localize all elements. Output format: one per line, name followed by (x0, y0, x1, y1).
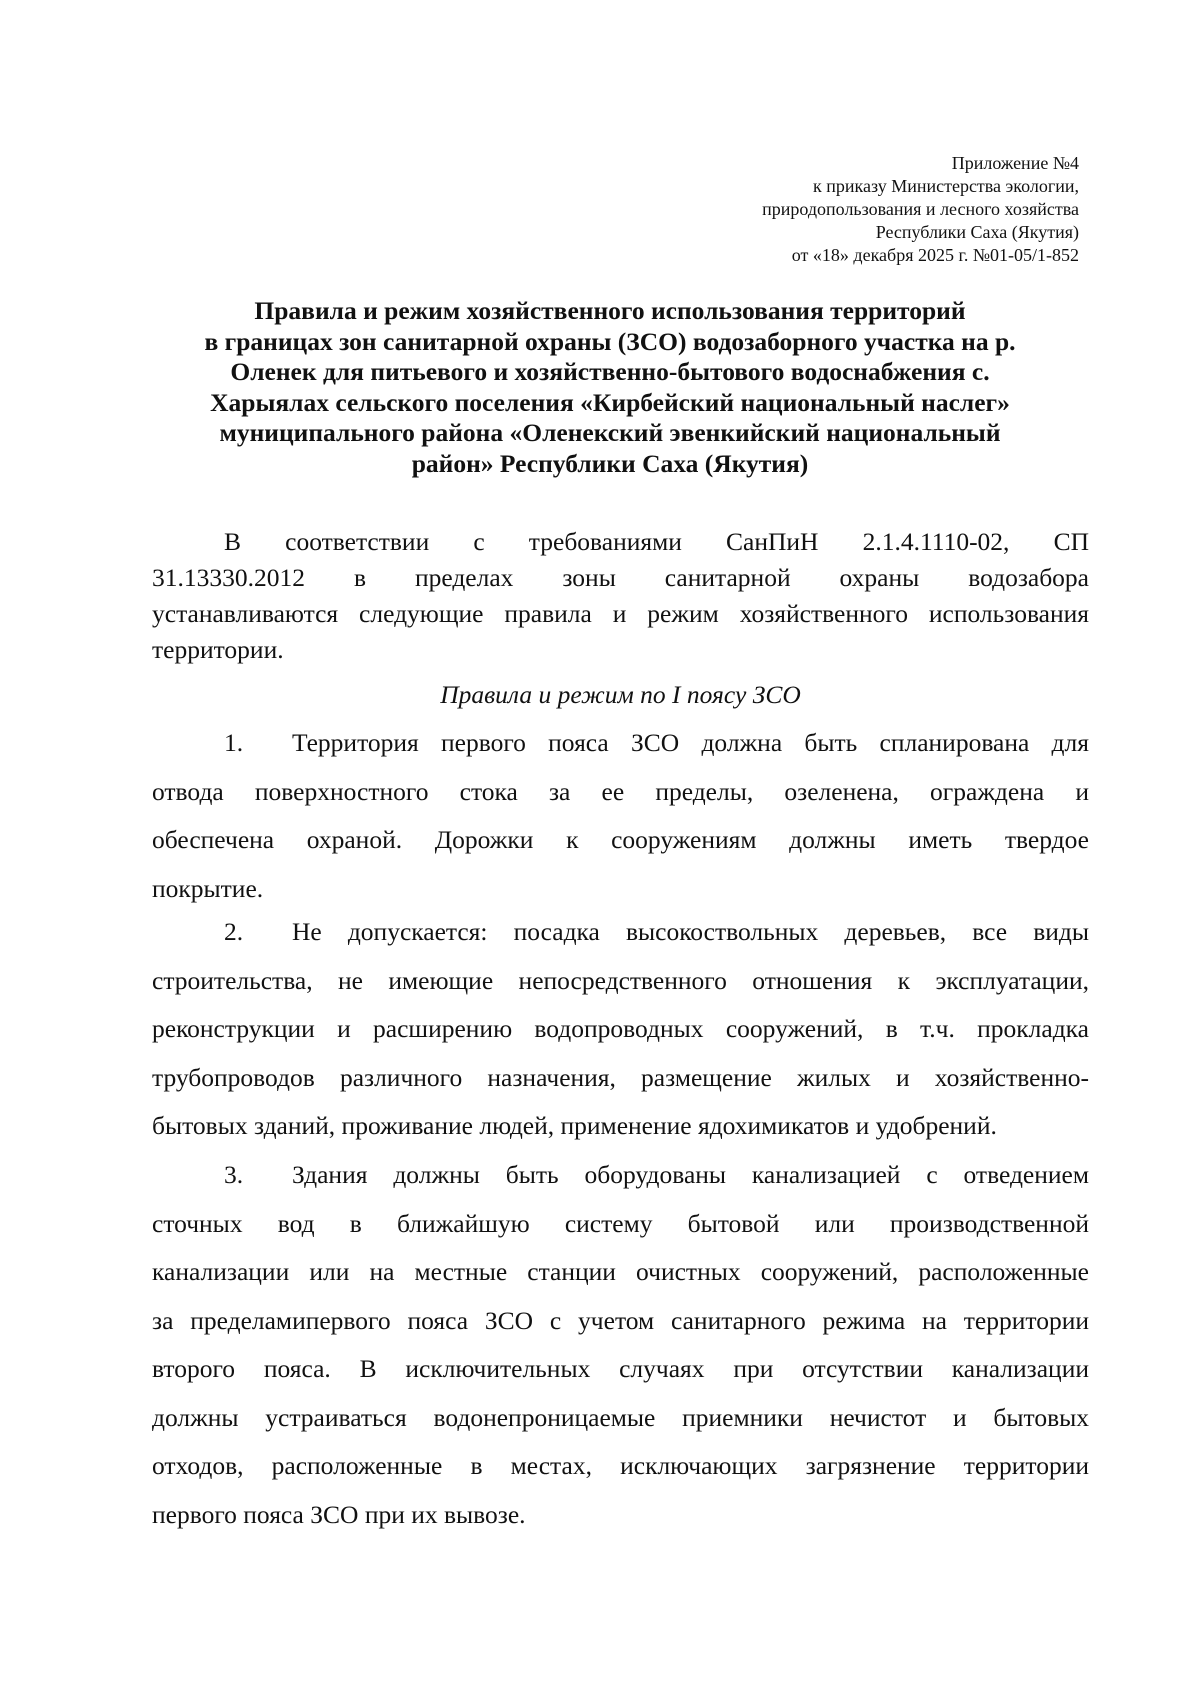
rule-first-line (152, 1151, 1089, 1200)
appendix-line: Республики Саха (Якутия) (875, 222, 1079, 242)
rule-first-text: Здания должны быть оборудованы канализацией с отведением (292, 1160, 1089, 1189)
rule-item-2 (152, 908, 1089, 1151)
rule-item-1 (152, 719, 1089, 913)
rule-line: отходов, расположенные в местах, исключающих загрязнение территории (152, 1451, 1089, 1480)
rule-line: трубопроводов различного назначения, размещение жилых и хозяйственно- (152, 1062, 1089, 1092)
rule-line: сточных вод в ближайшую систему бытовой или производственной (152, 1208, 1089, 1238)
title-line: Правила и режим хозяйственного использования территорий (254, 296, 966, 325)
title-line: муниципального района «Оленекский эвенкийский национальный (219, 418, 1001, 448)
rule-number: 2. (224, 917, 244, 946)
rule-first-text: Территория первого пояса ЗСО должна быть спланирована для (292, 728, 1089, 757)
rule-line: второго пояса. В исключительных случаях при отсутствии канализации (152, 1354, 1089, 1383)
title-line: в границах зон санитарной охраны (ЗСО) водозаборного участка на р. (204, 326, 1016, 356)
title-line: район» Республики Саха (Якутия) (411, 448, 809, 478)
rule-line: покрытие. (152, 873, 264, 903)
section-heading: Правила и режим по I поясу ЗСО (440, 680, 801, 709)
appendix-line: от «18» декабря 2025 г. №01-05/1-852 (791, 245, 1079, 265)
intro-line: В соответствии с требованиями СанПиН 2.1.4.1110-02, СП (224, 527, 1089, 556)
appendix-line: к приказу Министерства экологии, (812, 176, 1079, 196)
appendix-header (762, 152, 1079, 267)
rule-line: обеспечена охраной. Дорожки к сооружениям должны иметь твердое (152, 825, 1089, 854)
rule-number: 3. (224, 1160, 244, 1189)
rule-line: бытовых зданий, проживание людей, применение ядохимикатов и удобрений. (152, 1111, 997, 1140)
intro-line: территории. (152, 635, 284, 664)
intro-paragraph (152, 524, 1089, 668)
appendix-line: природопользования и лесного хозяйства (762, 199, 1079, 219)
rule-line: отвода поверхностного стока за ее пределы, озеленена, ограждена и (152, 776, 1089, 806)
rule-item-3 (152, 1151, 1089, 1539)
rule-first-line (152, 719, 1089, 768)
document-title (140, 296, 1080, 480)
rule-line: первого пояса ЗСО при их вывозе. (152, 1499, 526, 1529)
rule-line: строительства, не имеющие непосредственного отношения к эксплуатации, (152, 965, 1089, 995)
intro-line: 31.13330.2012 в пределах зоны санитарной охраны водозабора (152, 563, 1089, 592)
rule-line: должны устраиваться водонепроницаемые приемники нечистот и бытовых (152, 1402, 1089, 1432)
rule-line: канализации или на местные станции очистных сооружений, расположенные (152, 1257, 1089, 1286)
appendix-line: Приложение №4 (951, 153, 1079, 173)
rule-first-line (152, 908, 1089, 957)
rule-line: реконструкции и расширению водопроводных сооружений, в т.ч. прокладка (152, 1014, 1089, 1043)
rule-first-text: Не допускается: посадка высокоствольных деревьев, все виды (292, 917, 1089, 946)
rule-line: за пределамипервого пояса ЗСО с учетом санитарного режима на территории (152, 1305, 1089, 1335)
intro-line: устанавливаются следующие правила и режим хозяйственного использования (152, 599, 1089, 628)
title-line: Оленек для питьевого и хозяйственно-бытового водоснабжения с. (230, 357, 990, 387)
title-line: Харыялах сельского поселения «Кирбейский национальный наслег» (210, 387, 1010, 417)
rule-number: 1. (224, 728, 244, 757)
